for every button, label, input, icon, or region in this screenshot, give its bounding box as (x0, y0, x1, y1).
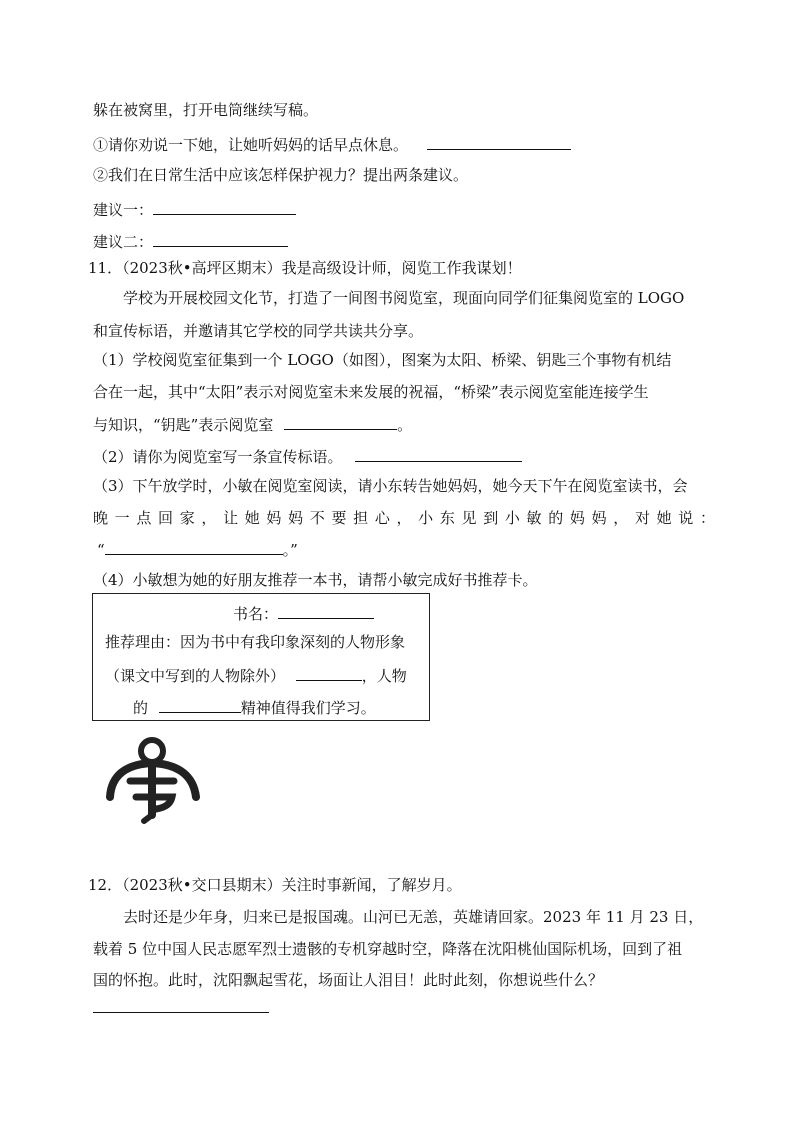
part-4-line: （4）小敏想为她的好朋友推荐一本书，请帮小敏完成好书推荐卡。 (93, 571, 538, 589)
quote-close: 。” (282, 541, 298, 559)
character-blank[interactable] (296, 664, 362, 681)
suggestion-label: 建议二： (93, 233, 154, 251)
question-2: ②我们在日常生活中应该怎样保护视力？提出两条建议。 (93, 166, 469, 184)
reason-text: （课文中写到的人物除外） (105, 667, 286, 685)
problem-12-header (88, 875, 462, 895)
question-text: ①请你劝说一下她，让她听妈妈的话早点休息。 (93, 136, 409, 154)
question-1 (93, 133, 571, 155)
problem-11-header (88, 258, 522, 278)
answer-blank[interactable] (153, 230, 288, 247)
part-3-line: 晚一点回家，让她妈妈不要担心，小东见到小敏的妈妈，对她说： (93, 509, 715, 527)
part-3-answer (97, 538, 298, 560)
card-reason-line (133, 696, 376, 718)
news-line: 国的怀抱。此时，沈阳飘起雪花，场面让人泪目！此时此刻，你想说些什么？ (93, 971, 604, 989)
reading-room-logo (100, 735, 210, 825)
book-label: 书名： (233, 605, 279, 623)
part-2-text: （2）请你为阅览室写一条宣传标语。 (93, 448, 343, 466)
answer-blank[interactable] (355, 445, 522, 462)
punctuation: 。 (397, 416, 413, 434)
part-1-line: 合在一起，其中“太阳”表示对阅览室未来发展的祝福，“桥梁”表示阅览室能连接学生 (93, 383, 649, 401)
suggestion-2 (93, 230, 288, 252)
answer-blank[interactable] (284, 413, 397, 430)
reason-text: ，人物 (361, 667, 407, 685)
part-1-line: （1）学校阅览室征集到一个 LOGO（如图），图案为太阳、桥梁、钥匙三个事物有机结 (93, 351, 672, 369)
reason-text: 精神值得我们学习。 (240, 699, 376, 717)
card-reason-line (105, 664, 407, 686)
intro-line: 和宣传标语，并邀请其它学校的同学共读共分享。 (93, 322, 424, 340)
answer-blank[interactable] (427, 133, 571, 150)
spirit-blank[interactable] (159, 696, 241, 713)
card-reason-line: 推荐理由：因为书中有我印象深刻的人物形象 (105, 633, 406, 651)
part-1-line (93, 413, 412, 435)
recommendation-card (92, 593, 430, 721)
problem-number: 11． (88, 259, 123, 277)
problem-title: （2023秋•高坪区期末）我是高级设计师，阅览工作我谋划！ (122, 259, 522, 277)
suggestion-label: 建议一： (93, 201, 154, 219)
part-1-text: 与知识，“钥匙”表示阅览室 (93, 416, 274, 434)
answer-blank[interactable] (153, 198, 296, 215)
suggestion-1 (93, 198, 296, 220)
news-line: 去时还是少年身，归来已是报国魂。山河已无恙，英雄请回家。2023 年 11 月 23 日， (123, 908, 704, 926)
part-2-line (93, 445, 522, 467)
answer-blank[interactable] (93, 996, 269, 1013)
quote-open: “ (97, 541, 105, 559)
answer-line (93, 996, 269, 1018)
book-name-blank[interactable] (278, 602, 374, 619)
news-line: 载着 5 位中国人民志愿军烈士遗骸的专机穿越时空，降落在沈阳桃仙国际机场，回到了祖 (93, 940, 683, 958)
problem-title: （2023秋•交口县期末）关注时事新闻，了解岁月。 (122, 876, 462, 894)
reason-text: 的 (133, 699, 149, 717)
part-3-line: （3）下午放学时，小敏在阅览室阅读，请小东转告她妈妈，她今天下午在阅览室读书，会 (93, 477, 688, 495)
card-book-row (233, 602, 374, 624)
text-line: 躲在被窝里，打开电筒继续写稿。 (93, 101, 319, 119)
intro-line: 学校为开展校园文化节，打造了一间图书阅览室，现面向同学们征集阅览室的 LOGO (123, 289, 685, 307)
problem-number: 12． (88, 876, 123, 894)
answer-blank[interactable] (105, 538, 283, 555)
